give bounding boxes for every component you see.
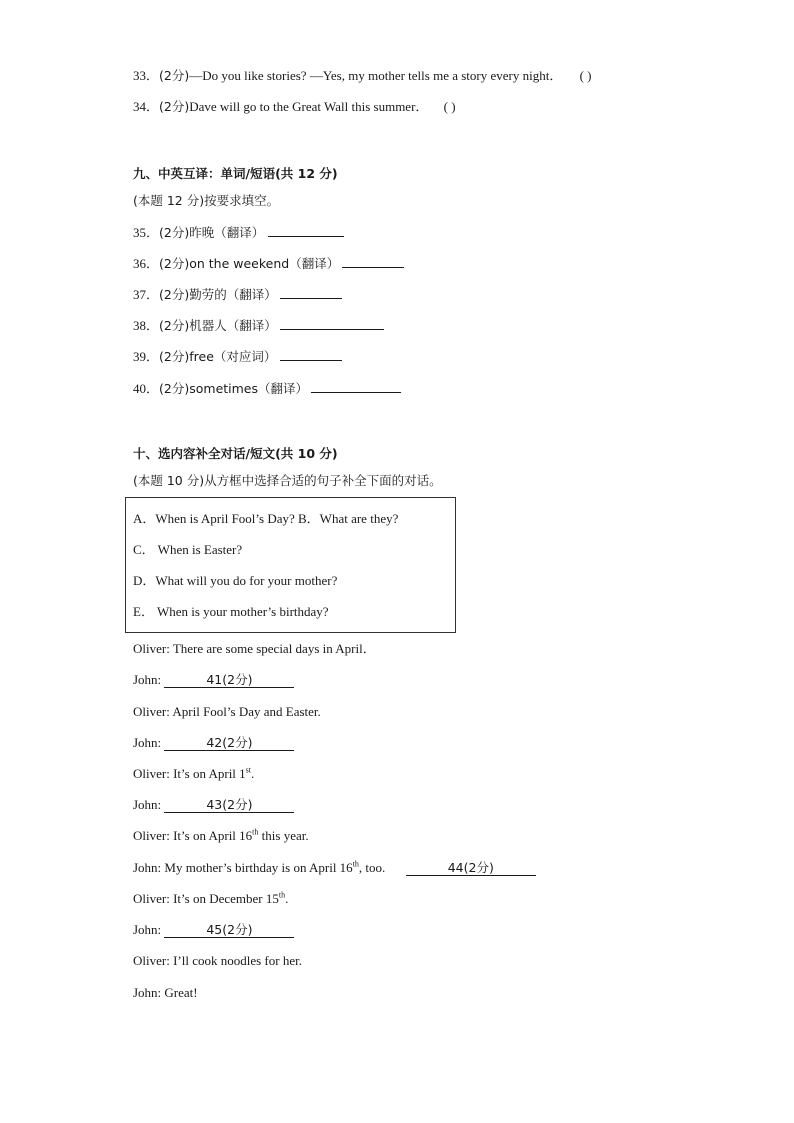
dialogue-tail: this year. bbox=[258, 828, 309, 843]
ordinal-suffix: th bbox=[352, 859, 359, 869]
dialogue-line bbox=[133, 985, 198, 1001]
speaker: John: bbox=[133, 672, 162, 687]
speaker: Oliver: bbox=[133, 766, 170, 781]
question-score: (2分) bbox=[159, 381, 190, 396]
answer-blank[interactable] bbox=[268, 224, 344, 237]
blank-label: 45(2分) bbox=[206, 922, 253, 937]
question-36 bbox=[133, 255, 404, 272]
question-40 bbox=[133, 380, 401, 397]
speaker: John: bbox=[133, 797, 162, 812]
dialogue-line bbox=[133, 828, 309, 844]
dialogue-line bbox=[133, 797, 294, 813]
speaker: John: bbox=[133, 860, 162, 875]
answer-blank-42[interactable] bbox=[164, 736, 294, 751]
section-10-note: (本题 10 分)从方框中选择合适的句子补全下面的对话。 bbox=[133, 473, 442, 488]
answer-blank[interactable] bbox=[280, 348, 342, 361]
dialogue-line bbox=[133, 641, 376, 657]
question-number: 33． bbox=[133, 68, 160, 83]
question-number: 36． bbox=[133, 256, 160, 271]
question-number: 37． bbox=[133, 287, 160, 302]
ordinal-suffix: th bbox=[252, 827, 259, 837]
answer-blank[interactable] bbox=[280, 317, 384, 330]
question-37 bbox=[133, 286, 342, 303]
question-number: 38． bbox=[133, 318, 160, 333]
option-a-b: A．When is April Fool’s Day? B．What are they? bbox=[133, 511, 399, 526]
question-38 bbox=[133, 317, 384, 334]
option-d: D．What will you do for your mother? bbox=[133, 573, 338, 588]
answer-blank[interactable] bbox=[342, 255, 404, 268]
question-text: free（对应词） bbox=[189, 349, 277, 364]
blank-label: 43(2分) bbox=[206, 797, 253, 812]
dialogue-tail: . bbox=[285, 891, 289, 906]
question-score: (2分) bbox=[159, 68, 190, 83]
dialogue-tail: , too. bbox=[358, 860, 386, 875]
question-score: (2分) bbox=[159, 287, 190, 302]
question-score: (2分) bbox=[159, 256, 190, 271]
dialogue-line bbox=[133, 735, 294, 751]
option-e: E． When is your mother’s birthday? bbox=[133, 604, 329, 619]
question-text: 昨晚（翻译） bbox=[189, 225, 265, 240]
question-34 bbox=[133, 99, 456, 115]
dialogue-text: April Fool’s Day and Easter. bbox=[172, 704, 321, 719]
ordinal-suffix: th bbox=[278, 890, 286, 900]
question-text: on the weekend（翻译） bbox=[189, 256, 340, 271]
question-score: (2分) bbox=[159, 225, 190, 240]
dialogue-line bbox=[133, 922, 294, 938]
dialogue-line bbox=[133, 704, 321, 720]
speaker: John: bbox=[133, 922, 162, 937]
speaker: Oliver: bbox=[133, 891, 170, 906]
dialogue-line bbox=[133, 672, 294, 688]
section-9-heading: 九、中英互译：单词/短语(共 12 分) bbox=[133, 166, 338, 181]
speaker: Oliver: bbox=[133, 828, 170, 843]
answer-blank[interactable] bbox=[311, 380, 401, 393]
question-text: —Do you like stories? —Yes, my mother tells me a story every night． bbox=[189, 68, 563, 83]
question-number: 40． bbox=[133, 381, 160, 396]
question-text: 勤劳的（翻译） bbox=[189, 287, 277, 302]
dialogue-text: There are some special days in April． bbox=[172, 641, 376, 656]
dialogue-line bbox=[133, 953, 302, 969]
question-35 bbox=[133, 224, 344, 241]
answer-paren[interactable]: ( ) bbox=[443, 99, 456, 114]
dialogue-text: I’ll cook noodles for her. bbox=[173, 953, 302, 968]
speaker: Oliver: bbox=[133, 641, 170, 656]
dialogue-text: Great! bbox=[164, 985, 198, 1000]
answer-paren[interactable]: ( ) bbox=[579, 68, 592, 83]
dialogue-text: My mother’s birthday is on April 16 bbox=[164, 860, 353, 875]
answer-blank-43[interactable] bbox=[164, 798, 294, 813]
dialogue-text: It’s on April 16 bbox=[173, 828, 253, 843]
options-box bbox=[125, 497, 456, 633]
question-score: (2分) bbox=[159, 99, 190, 114]
answer-blank[interactable] bbox=[280, 286, 342, 299]
blank-label: 42(2分) bbox=[206, 735, 253, 750]
question-score: (2分) bbox=[159, 318, 190, 333]
section-9-note: (本题 12 分)按要求填空。 bbox=[133, 193, 280, 208]
question-text: Dave will go to the Great Wall this summer． bbox=[189, 99, 429, 114]
option-c: C． When is Easter? bbox=[133, 542, 243, 557]
ordinal-suffix: st bbox=[245, 765, 252, 775]
question-number: 39． bbox=[133, 349, 160, 364]
blank-label: 44(2分) bbox=[447, 860, 494, 875]
dialogue-line bbox=[133, 860, 536, 876]
question-text: sometimes（翻译） bbox=[189, 381, 309, 396]
question-number: 35． bbox=[133, 225, 160, 240]
answer-blank-45[interactable] bbox=[164, 923, 294, 938]
dialogue-line bbox=[133, 891, 288, 907]
dialogue-tail: . bbox=[251, 766, 255, 781]
question-33 bbox=[133, 68, 592, 84]
speaker: John: bbox=[133, 985, 162, 1000]
question-score: (2分) bbox=[159, 349, 190, 364]
speaker: Oliver: bbox=[133, 704, 170, 719]
speaker: John: bbox=[133, 735, 162, 750]
answer-blank-44[interactable] bbox=[406, 861, 536, 876]
blank-label: 41(2分) bbox=[206, 672, 253, 687]
dialogue-text: It’s on April 1 bbox=[173, 766, 246, 781]
answer-blank-41[interactable] bbox=[164, 673, 294, 688]
dialogue-line bbox=[133, 766, 254, 782]
section-10-heading: 十、选内容补全对话/短文(共 10 分) bbox=[133, 446, 338, 461]
question-number: 34． bbox=[133, 99, 160, 114]
dialogue-text: It’s on December 15 bbox=[173, 891, 279, 906]
question-39 bbox=[133, 348, 342, 365]
question-text: 机器人（翻译） bbox=[189, 318, 277, 333]
speaker: Oliver: bbox=[133, 953, 170, 968]
